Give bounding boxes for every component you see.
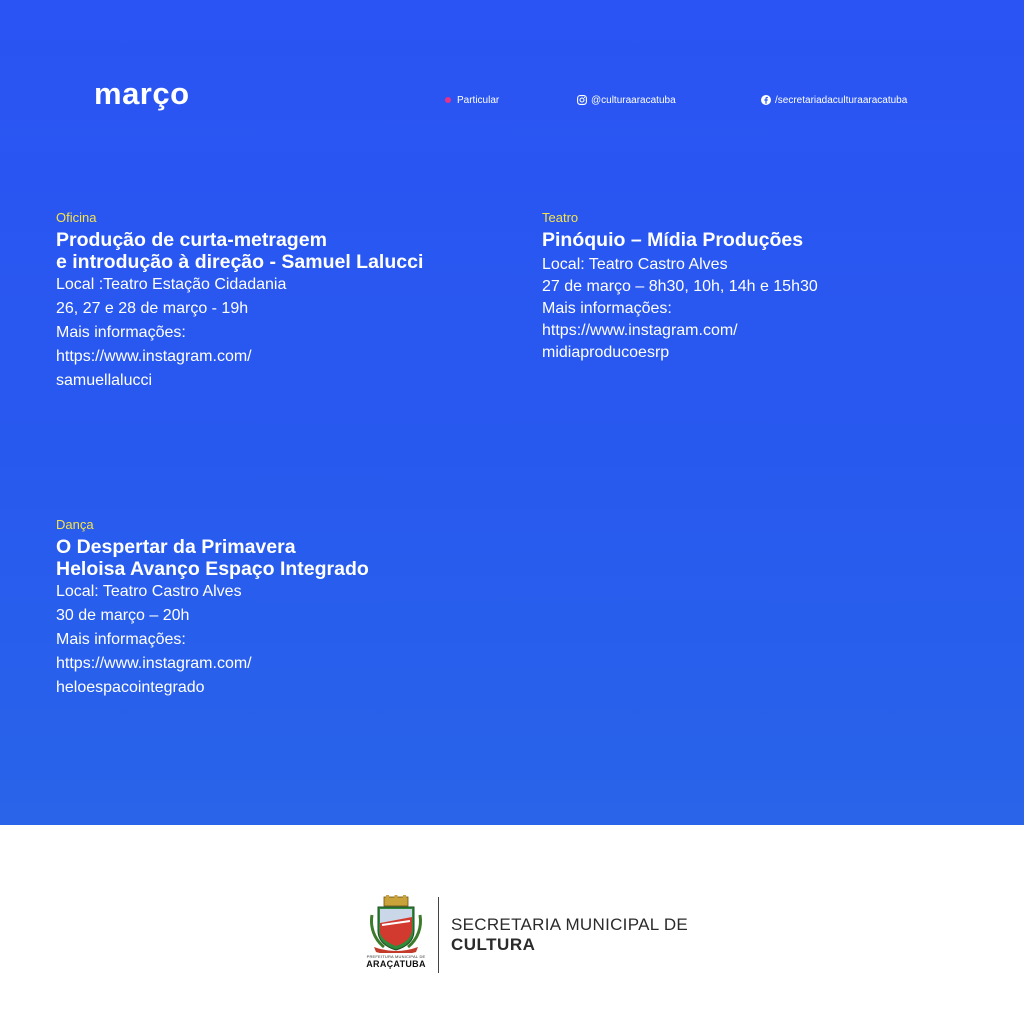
- event-link[interactable]: https://www.instagram.com/: [56, 655, 252, 672]
- pink-dot-icon: [445, 97, 451, 103]
- crest-city: ARAÇATUBA: [366, 959, 426, 969]
- instagram-icon: [577, 95, 587, 105]
- event-more-info-label: Mais informações:: [56, 631, 186, 648]
- event-danca: [56, 517, 496, 700]
- secretaria-line2: CULTURA: [451, 935, 536, 954]
- event-location: Local: Teatro Castro Alves: [56, 583, 242, 600]
- crest-shield-icon: [366, 895, 426, 953]
- month-title: março: [94, 76, 190, 111]
- event-oficina: [56, 210, 496, 393]
- event-location: Local :Teatro Estação Cidadania: [56, 276, 287, 293]
- event-title-line: Heloisa Avanço Espaço Integrado: [56, 558, 369, 580]
- particular-tag: [445, 92, 499, 108]
- particular-label: Particular: [457, 94, 500, 106]
- footer-divider: [438, 897, 439, 973]
- event-date: 26, 27 e 28 de março - 19h: [56, 300, 249, 317]
- event-link[interactable]: https://www.instagram.com/: [542, 322, 738, 339]
- facebook-handle[interactable]: [761, 92, 907, 108]
- instagram-handle[interactable]: [577, 92, 676, 108]
- instagram-handle-text: @culturaaracatuba: [591, 94, 676, 106]
- event-link[interactable]: midiaproducoesrp: [542, 344, 670, 361]
- event-category: Dança: [56, 517, 94, 532]
- event-date: 27 de março – 8h30, 10h, 14h e 15h30: [542, 278, 818, 295]
- event-link[interactable]: samuellalucci: [56, 372, 153, 389]
- araçatuba-crest: [360, 895, 432, 975]
- event-title-line: O Despertar da Primavera: [56, 536, 296, 558]
- crest-subtitle: PREFEITURA MUNICIPAL DE: [366, 954, 426, 959]
- facebook-icon: [761, 95, 771, 105]
- event-title-line: e introdução à direção - Samuel Lalucci: [56, 251, 424, 273]
- event-link[interactable]: heloespacointegrado: [56, 679, 205, 696]
- footer-logo: [360, 895, 688, 975]
- event-date: 30 de março – 20h: [56, 607, 190, 624]
- event-category: Oficina: [56, 210, 97, 225]
- facebook-handle-text: /secretariadaculturaaracatuba: [775, 94, 908, 106]
- event-teatro: [542, 210, 982, 364]
- event-title-line: Pinóquio – Mídia Produções: [542, 229, 804, 251]
- secretaria-line1: SECRETARIA MUNICIPAL DE: [451, 915, 689, 934]
- event-title-line: Produção de curta-metragem: [56, 229, 327, 251]
- secretaria-name: [451, 915, 688, 955]
- event-category: Teatro: [542, 210, 579, 225]
- event-more-info-label: Mais informações:: [56, 324, 186, 341]
- event-location: Local: Teatro Castro Alves: [542, 256, 728, 273]
- event-more-info-label: Mais informações:: [542, 300, 672, 317]
- event-link[interactable]: https://www.instagram.com/: [56, 348, 252, 365]
